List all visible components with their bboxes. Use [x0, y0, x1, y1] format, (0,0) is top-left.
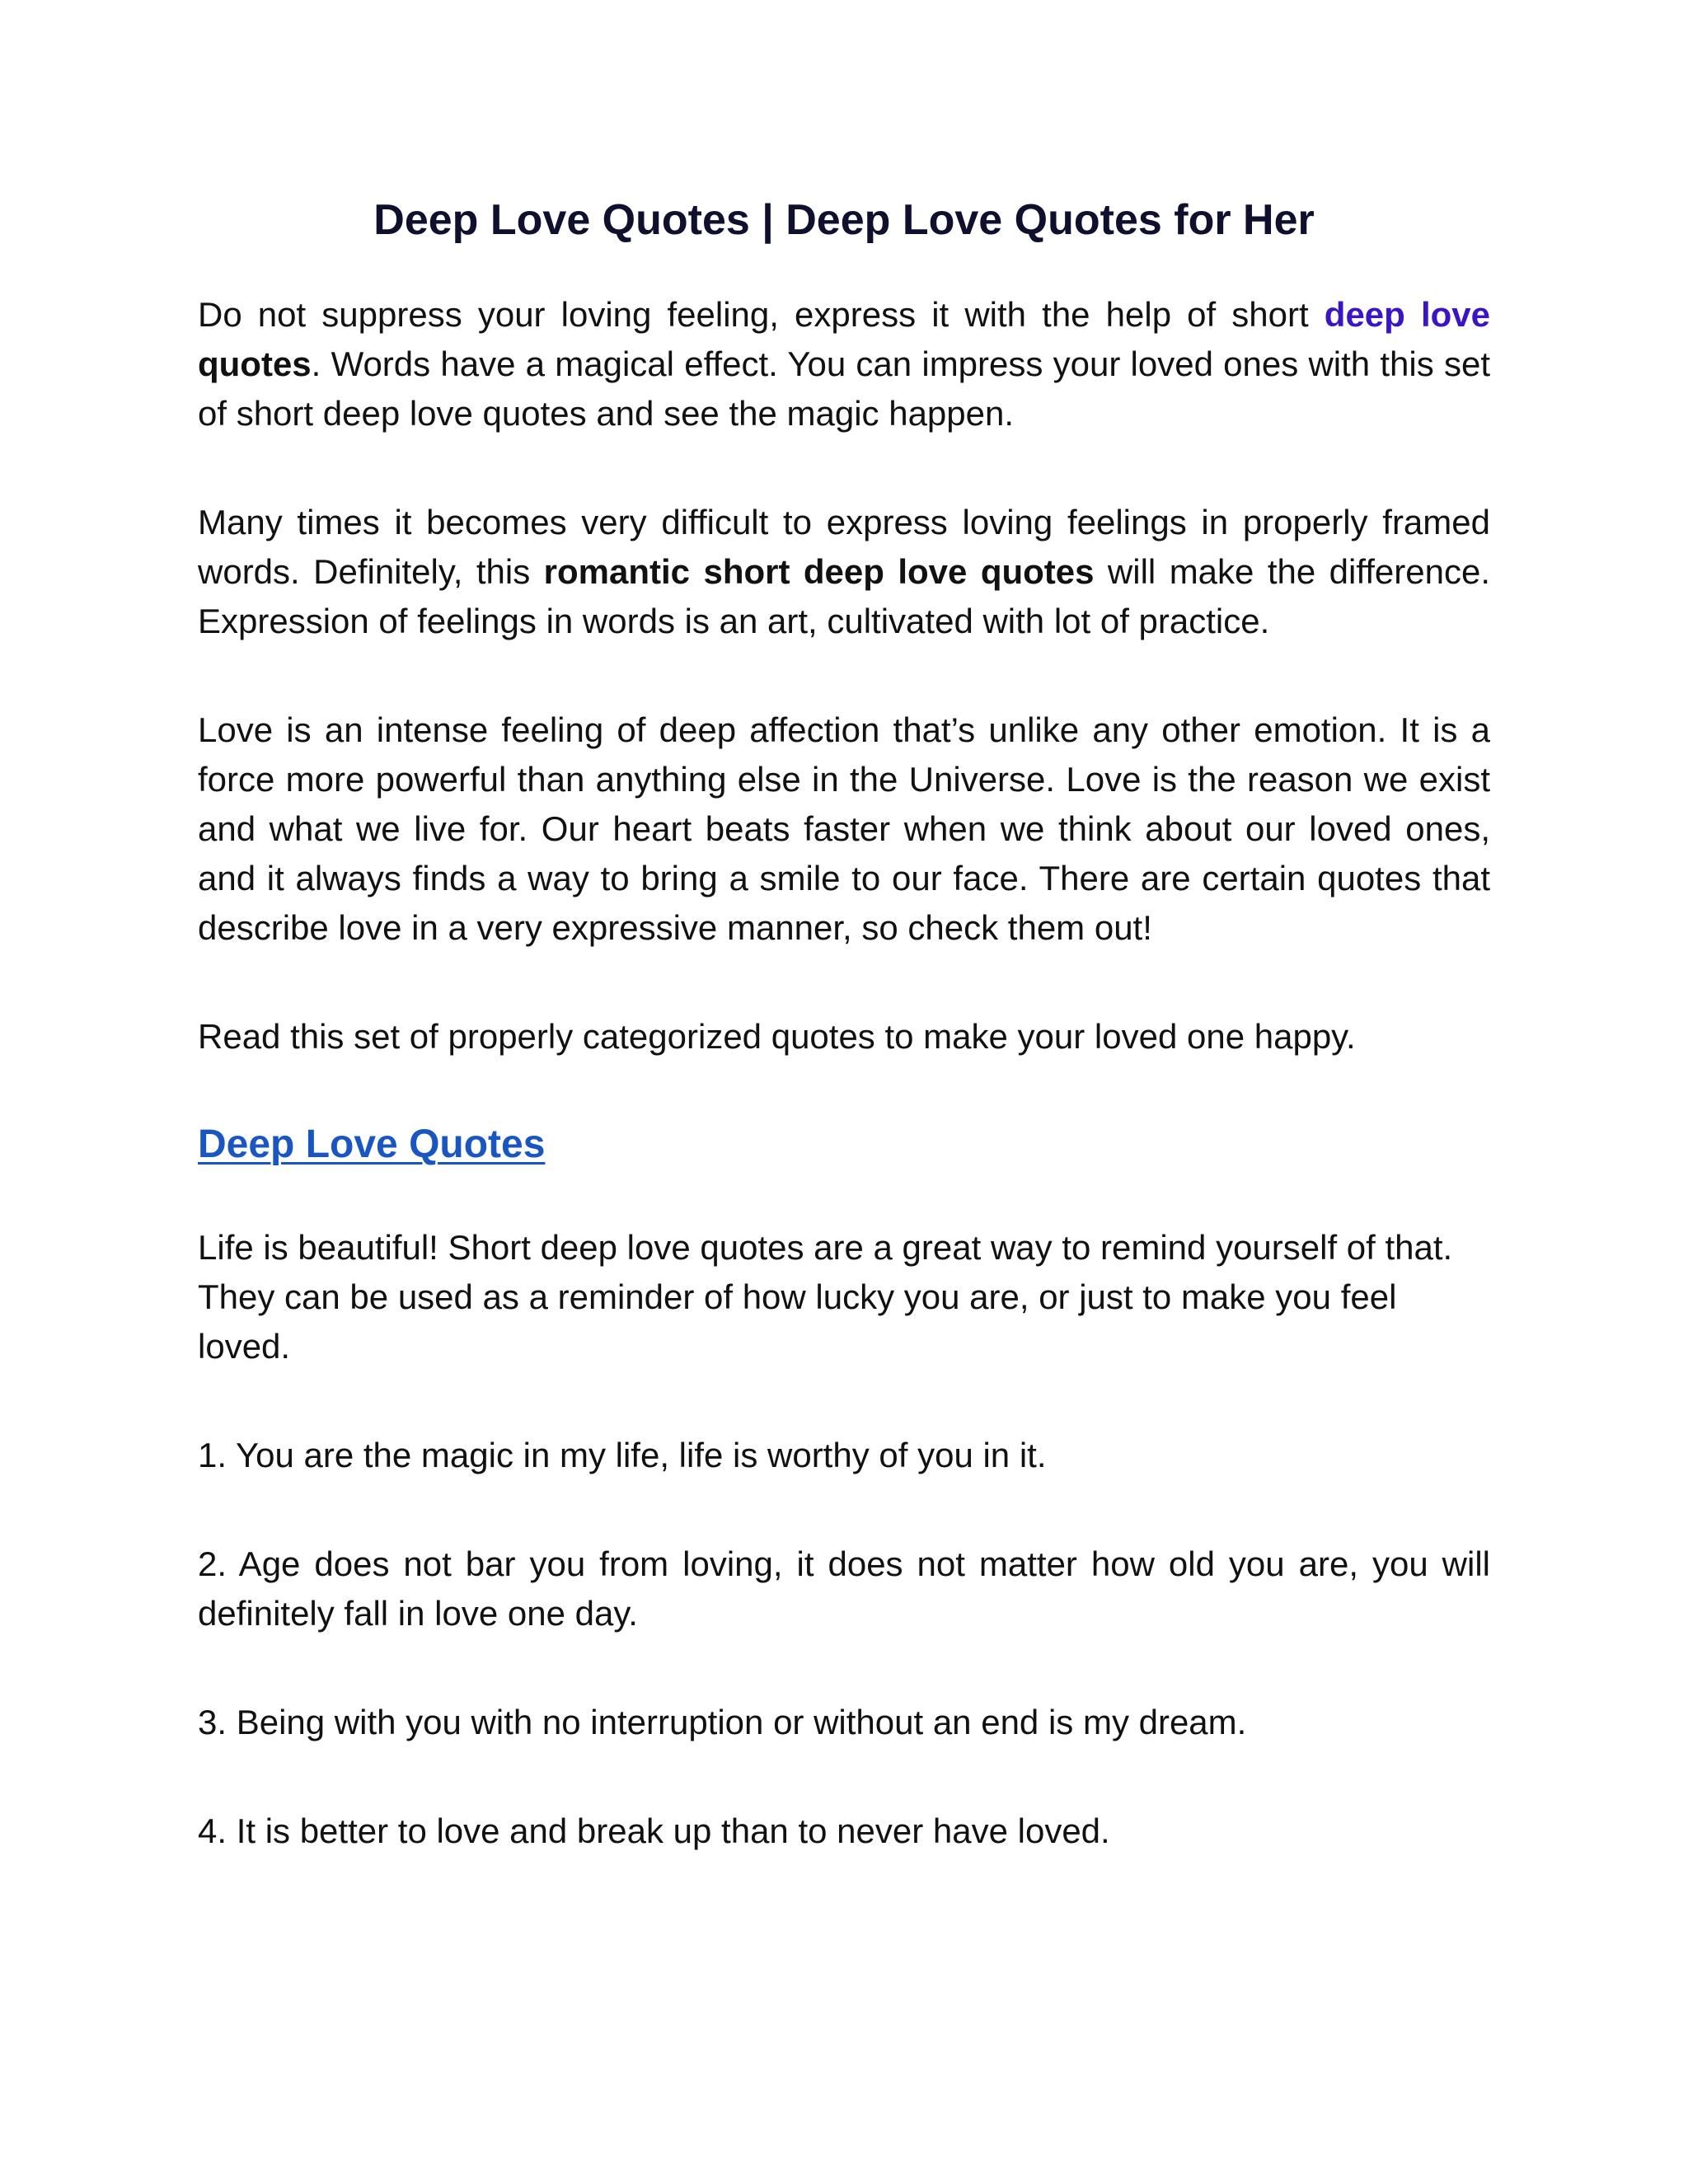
intro-text-before: Do not suppress your loving feeling, express it with the help of short [198, 295, 1325, 335]
intro-text-after: . Words have a magical effect. You can impress your loved ones with this set of short deep love quotes and see the magic happen. [198, 344, 1490, 434]
paragraph-3: Love is an intense feeling of deep affection that’s unlike any other emotion. It is a force more powerful than anything else in the Universe. Love is the reason we exist and what we live for. Our heart beats faster when we think about our loved ones, and it always finds a way to bring a smile to our face. There are certain quotes that describe love in a very expressive manner, so check them out! [198, 710, 1490, 948]
para2-text-before: Many times it becomes very difficult to express loving feelings in properly framed words. Definitely, this [198, 503, 1490, 592]
paragraph-4: Read this set of properly categorized quotes to make your loved one happy. [198, 1017, 1356, 1057]
deep-love-link[interactable]: deep love [1324, 295, 1490, 335]
quote-item: 2. Age does not bar you from loving, it does not matter how old you are, you will definitely fall in love one day. [198, 1544, 1490, 1633]
quote-item: 4. It is better to love and break up than to never have loved. [198, 1811, 1110, 1850]
quote-item: 3. Being with you with no interruption or without an end is my dream. [198, 1702, 1247, 1741]
section-heading-link[interactable]: Deep Love Quotes [198, 1122, 546, 1167]
paragraph-2 [198, 498, 1490, 646]
page-title: Deep Love Quotes | Deep Love Quotes for Her [373, 196, 1315, 244]
para2-text-after: will make the difference. Expression of feelings in words is an art, cultivated with lot of practice. [198, 552, 1490, 641]
document-page [198, 194, 1490, 1915]
intro-bold-keyword: quotes [198, 344, 312, 384]
quote-item: 1. You are the magic in my life, life is worthy of you in it. [198, 1435, 1047, 1474]
intro-paragraph [198, 290, 1490, 438]
section-intro: Life is beautiful! Short deep love quotes are a great way to remind yourself of that. They can be used as a reminder of how lucky you are, or just to make you feel loved. [198, 1227, 1453, 1366]
para2-bold-keyword: romantic short deep love quotes [543, 552, 1095, 592]
